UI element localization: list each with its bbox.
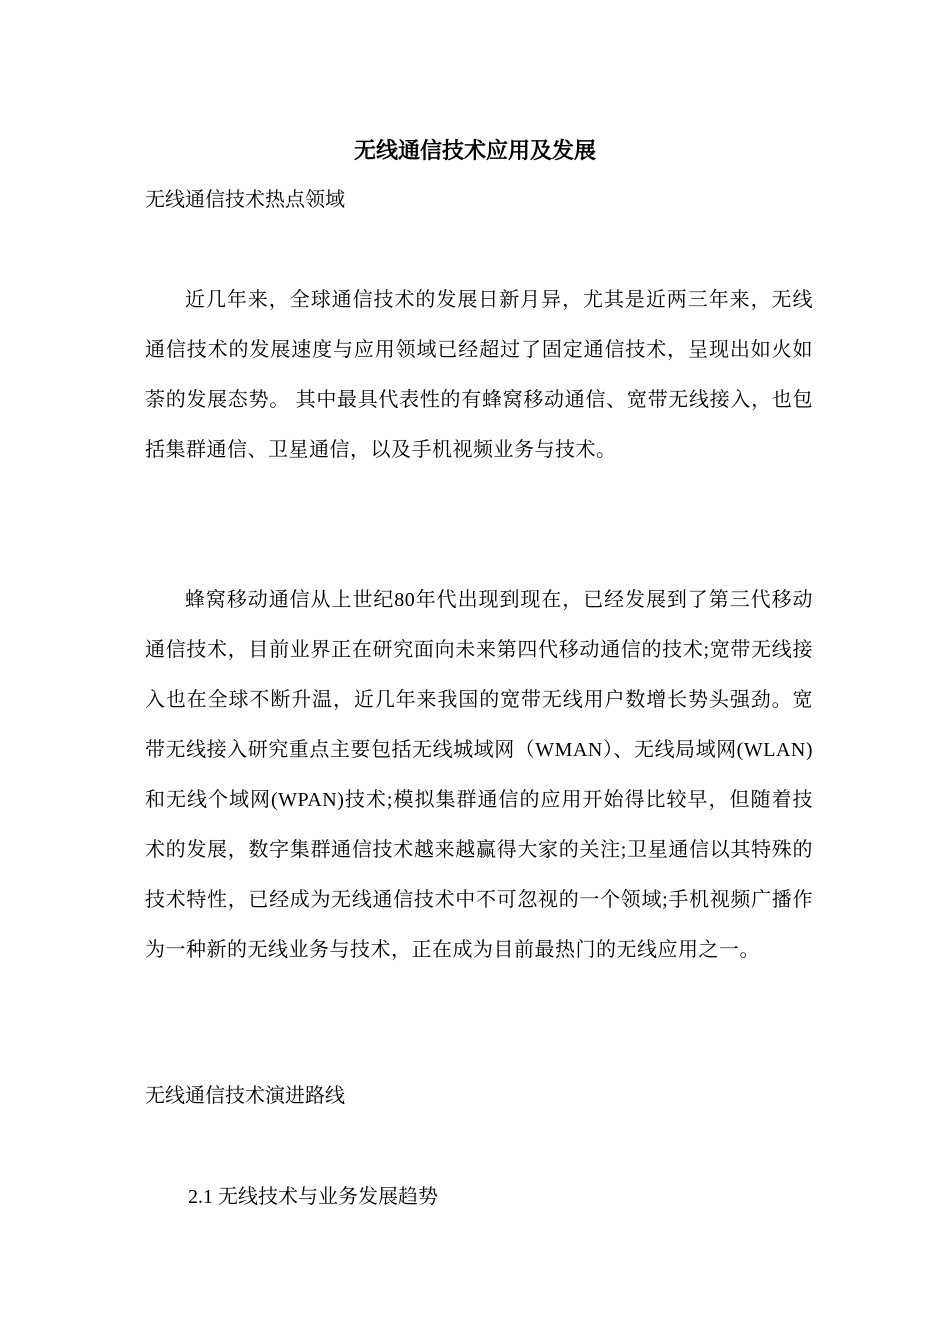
paragraph-details: 蜂窝移动通信从上世纪80年代出现到现在，已经发展到了第三代移动通信技术，目前业界正在研究面向未来第四代移动通信的技术;宽带无线接入也在全球不断升温，近几年来我国的宽带无线用户数增长势头强劲。宽带无线接入研究重点主要包括无线城域网（WMAN）、无线局域网(WLAN)和无线个域网(WPAN)技术;模拟集群通信的应用开始得比较早，但随着技术的发展，数字集群通信技术越来越赢得大家的关注;卫星通信以其特殊的技术特性，已经成为无线通信技术中不可忽视的一个领域;手机视频广播作为一种新的无线业务与技术，正在成为目前最热门的无线应用之一。 xyxy=(145,589,813,961)
section-heading-evolution: 无线通信技术演进路线 xyxy=(145,1085,345,1107)
document-title: 无线通信技术应用及发展 xyxy=(353,138,596,163)
paragraph-intro: 近几年来，全球通信技术的发展日新月异，尤其是近两三年来，无线通信技术的发展速度与应用领域已经超过了固定通信技术，呈现出如火如荼的发展态势。 其中最具代表性的有蜂窝移动通信、宽带无线接入，也包括集群通信、卫星通信，以及手机视频业务与技术。 xyxy=(145,289,813,461)
section-heading-hotspots: 无线通信技术热点领域 xyxy=(145,189,345,211)
subsection-heading-trends: 2.1 无线技术与业务发展趋势 xyxy=(188,1186,438,1208)
